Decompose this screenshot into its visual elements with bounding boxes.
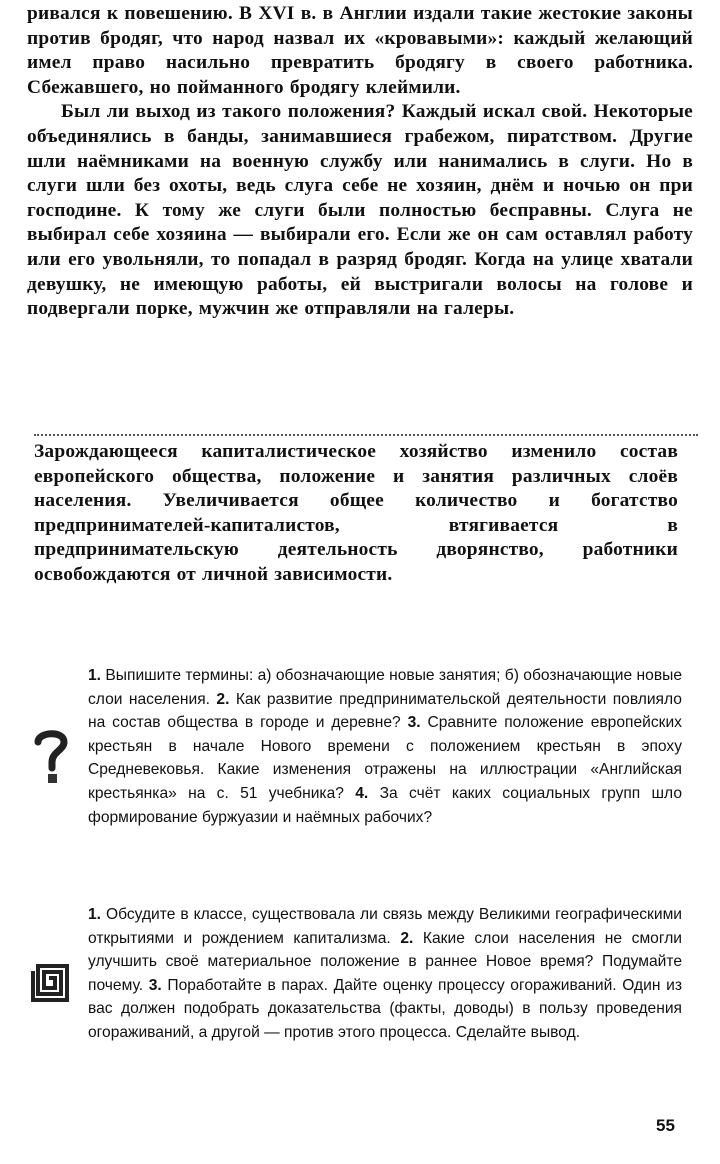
task-number-1: 1.	[88, 906, 102, 923]
question-number-3: 3.	[407, 714, 421, 732]
questions-block	[88, 664, 682, 829]
paragraph-1: ривался к повешению. В XVI в. в Англии издали такие жестокие законы против бродяг, что народ назвал их «кровавыми»: каждый желающий имел право насильно превратить бродягу в своего работника. Сбежавшего, но пойманного бродягу клеймили.	[27, 3, 693, 98]
main-text	[27, 2, 693, 322]
summary-divider	[34, 434, 698, 436]
question-number-1: 1.	[88, 667, 102, 684]
paragraph-2: Был ли выход из такого положения? Каждый искал свой. Некоторые объединялись в банды, занимавшиеся грабежом, пиратством. Другие шли наёмниками на военную службу или нанимались в слуги. Но в слуги шли без охоты, ведь слуга себе не хозяин, днём и ночью он при господине. К тому же слуги были полностью бесправны. Слуга не выбирал себе хозяина — выбирали его. Если же он сам оставлял работу или его увольняли, то попадал в разряд бродяг. Когда на улице хватали девушку, не имеющую работы, ей выстригали волосы на голове и подвергали порке, мужчин же отправляли на галеры.	[27, 101, 693, 320]
page-number: 55	[656, 1116, 675, 1135]
tasks-text	[88, 903, 682, 1045]
summary-box	[34, 440, 678, 588]
question-2: Как развитие предпринимательской деятельности повлияло на состав общества в городе и деревне?	[88, 690, 682, 732]
question-1: Выпишите термины: а) обозначающие новые занятия; б) обозначающие новые слои населения.	[88, 667, 682, 708]
task-number-3: 3.	[148, 976, 162, 994]
summary-text: Зарождающееся капиталистическое хозяйство изменило состав европейского общества, положение и занятия различных слоёв населения. Увеличивается общее количество и богатство предпринимателей-капиталистов, втягивается в предпринимательскую деятельность дворянство, работники освобождаются от личной зависимости.	[34, 441, 678, 585]
question-number-4: 4.	[355, 784, 369, 802]
question-number-2: 2.	[216, 690, 230, 708]
tasks-block	[88, 903, 682, 1045]
task-1: Обсудите в классе, существовала ли связь между Великими географическими открытиями и рождением капитализма.	[88, 906, 683, 947]
question-3: Сравните положение европейских крестьян в начале Нового времени с положением крестьян в эпоху Средневековья. Какие изменения отражены на иллюстрации «Английская крестьянка» на с. 51 учебника?	[88, 714, 682, 802]
task-number-2: 2.	[400, 929, 414, 947]
question-mark-icon	[32, 730, 70, 786]
task-3: Поработайте в парах. Дайте оценку процессу огораживаний. Один из вас должен подобрать доказательства (факты, доводы) в пользу проведения огораживаний, а другой — против этого процесса. Сделайте вывод.	[88, 976, 682, 1041]
question-4: За счёт каких социальных групп шло формирование буржуазии и наёмных рабочих?	[88, 784, 683, 826]
questions-text	[88, 664, 682, 829]
spiral-square-icon	[30, 963, 70, 1003]
task-2: Какие слои населения не смогли улучшить своё материальное положение в раннее Новое время? Подумайте почему.	[88, 929, 682, 994]
